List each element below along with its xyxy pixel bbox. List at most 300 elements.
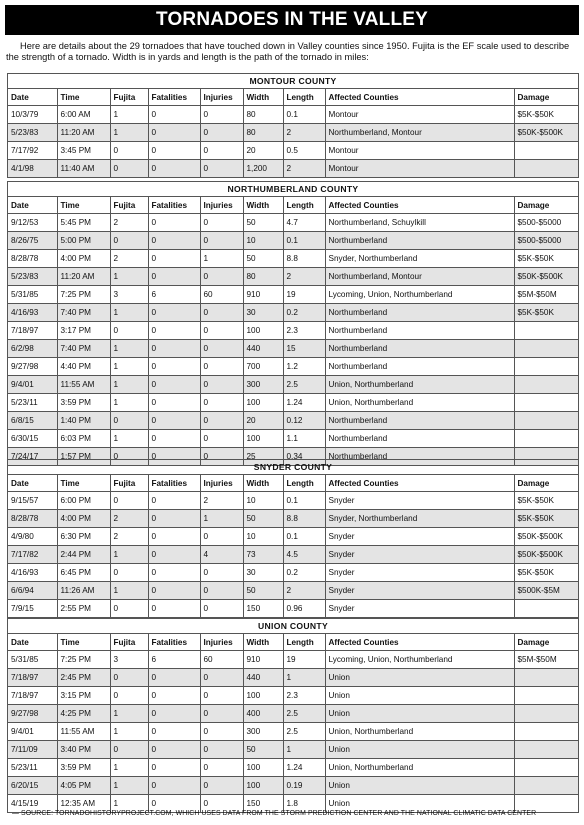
- table-cell: [514, 394, 578, 412]
- table-cell: 300: [243, 376, 283, 394]
- table-cell: 2: [110, 510, 148, 528]
- table-cell: 80: [243, 268, 283, 286]
- table-cell: Northumberland: [325, 358, 514, 376]
- table-cell: 2: [110, 214, 148, 232]
- table-cell: Montour: [325, 142, 514, 160]
- table-cell: 100: [243, 687, 283, 705]
- table-row: [8, 322, 578, 340]
- column-header: Damage: [514, 634, 578, 651]
- table-cell: $500-$5000: [514, 232, 578, 250]
- table-cell: 0: [200, 600, 243, 618]
- table-row: [8, 528, 578, 546]
- table-cell: 0: [148, 492, 200, 510]
- table-cell: 0.19: [283, 777, 325, 795]
- table-cell: [514, 777, 578, 795]
- column-header: Damage: [514, 197, 578, 214]
- section-title: MONTOUR COUNTY: [8, 74, 578, 89]
- table-row: [8, 492, 578, 510]
- table-row: [8, 376, 578, 394]
- table-row: [8, 723, 578, 741]
- table-cell: 0: [110, 741, 148, 759]
- table-cell: 15: [283, 340, 325, 358]
- table-cell: Northumberland, Schuylkill: [325, 214, 514, 232]
- table-cell: 0: [148, 741, 200, 759]
- table-cell: $5K-$50K: [514, 510, 578, 528]
- table-cell: Northumberland: [325, 430, 514, 448]
- table-cell: 0: [110, 564, 148, 582]
- table-cell: $5K-$50K: [514, 250, 578, 268]
- table-cell: 1.24: [283, 759, 325, 777]
- table-cell: $5K-$50K: [514, 564, 578, 582]
- column-header: Affected Counties: [325, 89, 514, 106]
- table-row: [8, 777, 578, 795]
- table-cell: 0: [148, 705, 200, 723]
- table-cell: [514, 687, 578, 705]
- table-cell: Lycoming, Union, Northumberland: [325, 286, 514, 304]
- table-cell: [514, 669, 578, 687]
- table-cell: 10: [243, 492, 283, 510]
- column-header: Fatalities: [148, 475, 200, 492]
- table-cell: 20: [243, 142, 283, 160]
- table-cell: 1.1: [283, 430, 325, 448]
- table-cell: 0: [148, 142, 200, 160]
- column-header: Fujita: [110, 89, 148, 106]
- column-header: Time: [57, 89, 110, 106]
- table-cell: 1: [110, 376, 148, 394]
- table-cell: Northumberland: [325, 448, 514, 466]
- table-cell: 73: [243, 546, 283, 564]
- table-cell: 11:20 AM: [57, 124, 110, 142]
- table-cell: $5M-$50M: [514, 286, 578, 304]
- table-cell: 3:45 PM: [57, 142, 110, 160]
- table-cell: 100: [243, 777, 283, 795]
- table-cell: 7:25 PM: [57, 651, 110, 669]
- table-cell: 100: [243, 759, 283, 777]
- table-cell: 7/9/15: [8, 600, 57, 618]
- table-cell: 910: [243, 651, 283, 669]
- column-header: Width: [243, 475, 283, 492]
- table-cell: 1: [110, 268, 148, 286]
- table-row: [8, 142, 578, 160]
- table-cell: 2.5: [283, 723, 325, 741]
- table-row: [8, 106, 578, 124]
- table-cell: 3:59 PM: [57, 759, 110, 777]
- table-cell: 6: [148, 286, 200, 304]
- column-header: Affected Counties: [325, 634, 514, 651]
- table-row: [8, 669, 578, 687]
- table-row: [8, 582, 578, 600]
- table-cell: [514, 412, 578, 430]
- table-cell: [514, 759, 578, 777]
- table-row: [8, 412, 578, 430]
- table-cell: 0.1: [283, 106, 325, 124]
- table-cell: Snyder: [325, 492, 514, 510]
- table-cell: 1: [110, 759, 148, 777]
- table-cell: 100: [243, 394, 283, 412]
- table-cell: 3: [110, 651, 148, 669]
- table-cell: 1: [110, 358, 148, 376]
- table-cell: 700: [243, 358, 283, 376]
- table-cell: 5/31/85: [8, 651, 57, 669]
- table-cell: 6:03 PM: [57, 430, 110, 448]
- table-cell: 150: [243, 600, 283, 618]
- table-cell: 1: [200, 250, 243, 268]
- table-row: [8, 214, 578, 232]
- table-cell: 7/17/82: [8, 546, 57, 564]
- table-cell: 3:59 PM: [57, 394, 110, 412]
- tornado-table: [8, 89, 578, 177]
- table-cell: 0: [200, 340, 243, 358]
- table-cell: 11:55 AM: [57, 723, 110, 741]
- table-cell: Union, Northumberland: [325, 759, 514, 777]
- table-cell: [514, 741, 578, 759]
- header-row: [8, 197, 578, 214]
- table-cell: 9/15/57: [8, 492, 57, 510]
- table-cell: 0: [110, 160, 148, 178]
- table-cell: 6:00 PM: [57, 492, 110, 510]
- table-cell: 5/23/83: [8, 268, 57, 286]
- table-cell: 0: [200, 448, 243, 466]
- table-cell: Union: [325, 795, 514, 813]
- table-cell: 19: [283, 286, 325, 304]
- table-row: [8, 759, 578, 777]
- table-cell: [514, 600, 578, 618]
- table-cell: 3:40 PM: [57, 741, 110, 759]
- table-cell: 9/27/98: [8, 358, 57, 376]
- tornado-table: [8, 475, 578, 617]
- table-cell: 9/4/01: [8, 723, 57, 741]
- table-cell: [514, 322, 578, 340]
- table-cell: 0: [200, 124, 243, 142]
- table-cell: 0: [148, 546, 200, 564]
- table-cell: 0: [148, 394, 200, 412]
- table-cell: 0: [110, 600, 148, 618]
- table-row: [8, 564, 578, 582]
- table-cell: 50: [243, 741, 283, 759]
- column-header: Date: [11, 200, 29, 210]
- table-cell: Snyder, Northumberland: [325, 250, 514, 268]
- table-row: [8, 250, 578, 268]
- column-header: Injuries: [200, 89, 243, 106]
- table-cell: 0: [148, 795, 200, 813]
- table-cell: 4:00 PM: [57, 510, 110, 528]
- section-northumberland: [7, 181, 579, 466]
- table-cell: 0: [200, 741, 243, 759]
- table-cell: 50: [243, 214, 283, 232]
- table-cell: 7:40 PM: [57, 340, 110, 358]
- table-cell: 0: [200, 777, 243, 795]
- table-cell: 0: [148, 340, 200, 358]
- table-row: [8, 340, 578, 358]
- table-cell: 3:15 PM: [57, 687, 110, 705]
- table-cell: [514, 376, 578, 394]
- table-cell: $50K-$500K: [514, 546, 578, 564]
- table-cell: 0: [148, 582, 200, 600]
- table-cell: 0: [148, 759, 200, 777]
- column-header: Date: [11, 478, 29, 488]
- table-cell: 10/3/79: [8, 106, 57, 124]
- column-header: Fujita: [110, 197, 148, 214]
- table-cell: Union, Northumberland: [325, 723, 514, 741]
- table-row: [8, 394, 578, 412]
- table-cell: Northumberland, Montour: [325, 124, 514, 142]
- column-header: Length: [283, 197, 325, 214]
- table-cell: 0: [148, 250, 200, 268]
- table-cell: 4:05 PM: [57, 777, 110, 795]
- table-cell: $5K-$50K: [514, 106, 578, 124]
- table-cell: 440: [243, 340, 283, 358]
- column-header: Fujita: [110, 475, 148, 492]
- column-header: Injuries: [200, 634, 243, 651]
- table-cell: 80: [243, 124, 283, 142]
- column-header: Injuries: [200, 475, 243, 492]
- table-cell: 0: [148, 669, 200, 687]
- table-cell: Northumberland: [325, 232, 514, 250]
- table-cell: $5M-$50M: [514, 651, 578, 669]
- table-cell: 0: [200, 214, 243, 232]
- table-cell: 1: [110, 304, 148, 322]
- table-cell: 7/24/17: [8, 448, 57, 466]
- table-cell: 5/31/85: [8, 286, 57, 304]
- table-cell: 0.12: [283, 412, 325, 430]
- table-cell: 0: [200, 412, 243, 430]
- table-cell: 1,200: [243, 160, 283, 178]
- table-cell: 4/16/93: [8, 304, 57, 322]
- table-cell: 2: [110, 250, 148, 268]
- table-cell: $50K-$500K: [514, 268, 578, 286]
- table-row: [8, 687, 578, 705]
- table-cell: 20: [243, 412, 283, 430]
- table-cell: Union, Northumberland: [325, 394, 514, 412]
- table-cell: 1: [110, 582, 148, 600]
- table-cell: 5/23/11: [8, 394, 57, 412]
- table-cell: 0: [200, 394, 243, 412]
- table-cell: 100: [243, 322, 283, 340]
- table-cell: 0: [148, 528, 200, 546]
- table-cell: 0: [110, 669, 148, 687]
- column-header: Fatalities: [148, 197, 200, 214]
- table-cell: 0: [148, 412, 200, 430]
- table-cell: $500K-$5M: [514, 582, 578, 600]
- table-cell: 1:40 PM: [57, 412, 110, 430]
- table-cell: 11:55 AM: [57, 376, 110, 394]
- table-cell: 0: [200, 795, 243, 813]
- table-cell: 2: [283, 582, 325, 600]
- table-row: [8, 741, 578, 759]
- column-header: Damage: [514, 475, 578, 492]
- table-cell: $5K-$50K: [514, 304, 578, 322]
- table-cell: 1: [110, 124, 148, 142]
- table-cell: 1:57 PM: [57, 448, 110, 466]
- table-cell: 8.8: [283, 250, 325, 268]
- table-cell: 50: [243, 510, 283, 528]
- table-cell: 0: [148, 510, 200, 528]
- table-cell: 7/18/97: [8, 687, 57, 705]
- table-cell: 0: [148, 322, 200, 340]
- table-cell: Snyder: [325, 546, 514, 564]
- column-header: Width: [243, 89, 283, 106]
- intro-text: Here are details about the 29 tornadoes that have touched down in Valley counties since 1950. Fujita is the EF scale used to describe the strength of a tornado. Width is in yards and length is the path of the tornado in miles:: [6, 41, 570, 62]
- table-cell: 0: [148, 268, 200, 286]
- table-cell: 0.2: [283, 304, 325, 322]
- table-row: [8, 304, 578, 322]
- table-cell: 7/11/09: [8, 741, 57, 759]
- section-montour: [7, 73, 579, 178]
- table-cell: 0: [148, 124, 200, 142]
- table-cell: 8.8: [283, 510, 325, 528]
- table-cell: 2: [283, 160, 325, 178]
- table-cell: 2.5: [283, 376, 325, 394]
- table-cell: 0: [110, 448, 148, 466]
- table-cell: 8/28/78: [8, 250, 57, 268]
- table-cell: 150: [243, 795, 283, 813]
- table-cell: 6:00 AM: [57, 106, 110, 124]
- table-cell: [514, 705, 578, 723]
- column-header: Length: [283, 89, 325, 106]
- table-cell: 6/6/94: [8, 582, 57, 600]
- table-cell: Montour: [325, 106, 514, 124]
- table-row: [8, 510, 578, 528]
- table-cell: 19: [283, 651, 325, 669]
- table-cell: 10: [243, 232, 283, 250]
- table-cell: 4:25 PM: [57, 705, 110, 723]
- table-cell: 5/23/83: [8, 124, 57, 142]
- table-cell: 4: [200, 546, 243, 564]
- table-cell: 0: [110, 492, 148, 510]
- table-cell: 0.96: [283, 600, 325, 618]
- table-cell: 0: [148, 777, 200, 795]
- table-cell: 0: [110, 142, 148, 160]
- table-cell: 2.3: [283, 687, 325, 705]
- column-header: Damage: [514, 89, 578, 106]
- table-cell: 2:45 PM: [57, 669, 110, 687]
- table-cell: 0: [148, 376, 200, 394]
- table-row: [8, 546, 578, 564]
- table-cell: 0: [200, 564, 243, 582]
- table-cell: 1: [110, 795, 148, 813]
- table-cell: 4/16/93: [8, 564, 57, 582]
- table-cell: 0: [148, 430, 200, 448]
- column-header: Time: [57, 475, 110, 492]
- table-cell: 4/15/19: [8, 795, 57, 813]
- table-cell: 0.2: [283, 564, 325, 582]
- table-cell: 11:26 AM: [57, 582, 110, 600]
- table-cell: 4:00 PM: [57, 250, 110, 268]
- table-cell: 5/23/11: [8, 759, 57, 777]
- table-cell: 60: [200, 651, 243, 669]
- table-cell: 4/9/80: [8, 528, 57, 546]
- table-cell: 0: [148, 160, 200, 178]
- table-cell: 0: [148, 106, 200, 124]
- section-title: UNION COUNTY: [8, 619, 578, 634]
- table-cell: 8/28/78: [8, 510, 57, 528]
- table-cell: 910: [243, 286, 283, 304]
- column-header: Length: [283, 475, 325, 492]
- table-cell: 30: [243, 564, 283, 582]
- table-cell: 6:30 PM: [57, 528, 110, 546]
- table-cell: [514, 160, 578, 178]
- table-cell: 0: [148, 564, 200, 582]
- table-cell: Snyder: [325, 528, 514, 546]
- table-row: [8, 600, 578, 618]
- table-cell: 5:00 PM: [57, 232, 110, 250]
- table-cell: [514, 340, 578, 358]
- table-cell: 9/12/53: [8, 214, 57, 232]
- table-cell: 6:45 PM: [57, 564, 110, 582]
- table-cell: 10: [243, 528, 283, 546]
- table-cell: Snyder, Northumberland: [325, 510, 514, 528]
- table-cell: 1: [110, 394, 148, 412]
- table-cell: 1: [283, 741, 325, 759]
- table-cell: 2: [283, 268, 325, 286]
- header-row: [8, 475, 578, 492]
- table-cell: 400: [243, 705, 283, 723]
- section-snyder: [7, 459, 579, 618]
- table-cell: Northumberland: [325, 340, 514, 358]
- table-cell: 0: [148, 232, 200, 250]
- table-row: [8, 232, 578, 250]
- table-cell: 12:35 AM: [57, 795, 110, 813]
- table-cell: Snyder: [325, 564, 514, 582]
- table-cell: 6/20/15: [8, 777, 57, 795]
- table-cell: 0.5: [283, 142, 325, 160]
- table-cell: 1: [110, 430, 148, 448]
- tornado-table: [8, 634, 578, 812]
- header-row: [8, 634, 578, 651]
- table-cell: 1: [110, 705, 148, 723]
- table-cell: Union: [325, 687, 514, 705]
- table-cell: 0: [148, 723, 200, 741]
- table-row: [8, 705, 578, 723]
- table-cell: Snyder: [325, 600, 514, 618]
- table-cell: 0: [200, 723, 243, 741]
- table-cell: 440: [243, 669, 283, 687]
- table-cell: Northumberland: [325, 412, 514, 430]
- table-cell: 0.1: [283, 528, 325, 546]
- table-cell: 7:40 PM: [57, 304, 110, 322]
- table-cell: 300: [243, 723, 283, 741]
- table-cell: 0: [200, 268, 243, 286]
- table-cell: Union: [325, 705, 514, 723]
- table-cell: 11:20 AM: [57, 268, 110, 286]
- table-row: [8, 430, 578, 448]
- table-cell: [514, 142, 578, 160]
- table-cell: 2: [283, 124, 325, 142]
- table-cell: 3:17 PM: [57, 322, 110, 340]
- table-cell: 30: [243, 304, 283, 322]
- table-cell: 0: [200, 430, 243, 448]
- table-cell: 4:40 PM: [57, 358, 110, 376]
- table-cell: 1.2: [283, 358, 325, 376]
- table-cell: 0: [200, 376, 243, 394]
- table-cell: 0: [200, 759, 243, 777]
- table-cell: 7/18/97: [8, 669, 57, 687]
- table-cell: 2.3: [283, 322, 325, 340]
- table-cell: 0: [148, 304, 200, 322]
- table-cell: Union, Northumberland: [325, 376, 514, 394]
- table-cell: $500-$5000: [514, 214, 578, 232]
- table-cell: 6: [148, 651, 200, 669]
- table-cell: Union: [325, 669, 514, 687]
- section-title: NORTHUMBERLAND COUNTY: [8, 182, 578, 197]
- table-cell: 1: [200, 510, 243, 528]
- table-row: [8, 286, 578, 304]
- table-cell: 6/2/98: [8, 340, 57, 358]
- table-cell: 100: [243, 430, 283, 448]
- column-header: Affected Counties: [325, 197, 514, 214]
- table-cell: 0: [110, 322, 148, 340]
- table-cell: 0.34: [283, 448, 325, 466]
